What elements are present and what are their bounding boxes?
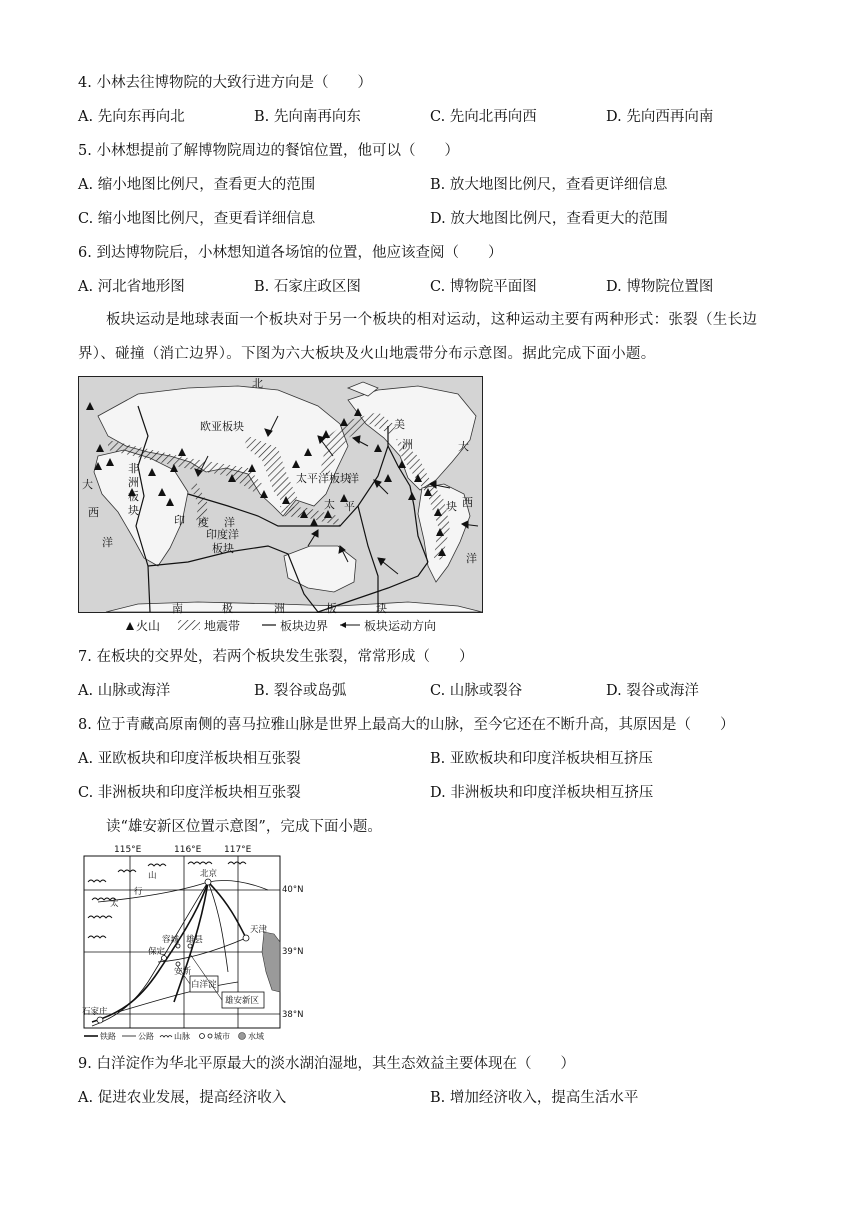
- lat-39: 39°N: [282, 947, 304, 957]
- box-xiongan: 雄安新区: [225, 996, 260, 1006]
- city-rongcheng: 容城: [162, 935, 180, 945]
- label-pacific-ocean-2: 平: [344, 500, 355, 513]
- mountain-label-tai: 太: [110, 899, 119, 909]
- label-african-2: 洲: [128, 476, 139, 489]
- label-antarctic-1: 南: [172, 602, 183, 615]
- label-indian-ocean-1: 印: [174, 514, 185, 527]
- q6-option-b: B. 石家庄政区图: [254, 279, 361, 295]
- city-baoding: 保定: [148, 947, 166, 957]
- lon-115: 115°E: [114, 845, 142, 855]
- legend-water: 水域: [248, 1032, 264, 1041]
- q8-option-d: D. 非洲板块和印度洋板块相互挤压: [430, 785, 654, 801]
- lat-38: 38°N: [282, 1010, 304, 1020]
- label-african-3: 板: [128, 490, 139, 503]
- label-antarctic-3: 洲: [274, 602, 285, 615]
- label-atlantic-left-2: 西: [88, 506, 99, 519]
- xiongan-map-figure: [78, 842, 310, 1042]
- q7-option-a: A. 山脉或海洋: [78, 683, 171, 699]
- q7-option-b: B. 裂谷或岛弧: [254, 683, 347, 699]
- legend-quake-icon: [178, 620, 200, 630]
- label-indian-plate-2: 板块: [212, 542, 234, 555]
- label-antarctic-5: 块: [376, 602, 387, 615]
- label-indian-plate-1: 印度洋: [206, 528, 239, 541]
- q4-option-b: B. 先向南再向东: [254, 109, 361, 125]
- label-eurasian-plate: 欧亚板块: [200, 420, 244, 433]
- city-shijiazhuang: 石家庄: [82, 1007, 108, 1017]
- q7-option-c: C. 山脉或裂谷: [430, 683, 523, 699]
- label-america-2: 洲: [402, 438, 413, 451]
- label-antarctic-2: 极: [222, 602, 233, 615]
- label-indian-ocean-3: 洋: [224, 516, 235, 529]
- xiongan-intro: 读“雄安新区位置示意图”，完成下面小题。: [106, 819, 382, 835]
- xiongan-legend: [84, 1031, 264, 1041]
- label-atlantic-right-2: 西: [462, 496, 473, 509]
- city-xiongxian: 雄县: [186, 935, 204, 945]
- plate-map-legend: [126, 618, 436, 633]
- xiongan-lon-labels: [114, 845, 252, 855]
- label-atlantic-right-1: 大: [458, 440, 469, 453]
- q8-option-c: C. 非洲板块和印度洋板块相互张裂: [78, 785, 301, 801]
- mountain-label-shan: 山: [148, 871, 157, 881]
- label-america-1: 美: [394, 418, 405, 431]
- q4-stem: 4. 小林去往博物院的大致行进方向是（ ）: [78, 75, 372, 91]
- mountain-label-hang: 行: [134, 887, 143, 897]
- q9-option-a: A. 促进农业发展，提高经济收入: [78, 1090, 287, 1106]
- q9-stem: 9. 白洋淀作为华北平原最大的淡水湖泊湿地，其生态效益主要体现在（ ）: [78, 1056, 575, 1072]
- legend-mountain: 山脉: [174, 1032, 190, 1041]
- label-atlantic-right-3: 洋: [466, 552, 477, 565]
- q4-option-d: D. 先向西再向南: [606, 109, 714, 125]
- legend-volcano-icon: [126, 622, 134, 630]
- q9-option-b: B. 增加经济收入，提高生活水平: [430, 1090, 639, 1106]
- city-anxin: 安新: [174, 967, 192, 977]
- q5-stem: 5. 小林想提前了解博物院周边的餐馆位置，他可以（ ）: [78, 143, 459, 159]
- lon-116: 116°E: [174, 845, 202, 855]
- label-north: 北: [252, 377, 263, 390]
- q4-option-a: A. 先向东再向北: [78, 109, 185, 125]
- q4-option-c: C. 先向北再向西: [430, 109, 537, 125]
- q6-option-d: D. 博物院位置图: [606, 279, 714, 295]
- label-african-1: 非: [128, 462, 139, 475]
- q8-option-a: A. 亚欧板块和印度洋板块相互张裂: [78, 751, 301, 767]
- label-antarctic-4: 板: [326, 602, 337, 615]
- q8-stem: 8. 位于青藏高原南侧的喜马拉雅山脉是世界上最高大的山脉，至今它还在不断升高，其原因是（ ）: [78, 717, 735, 733]
- label-pacific-ocean-3: 洋: [348, 472, 359, 485]
- plates-intro-text: 板块运动是地球表面一个板块对于另一个板块的相对运动，这种运动主要有两种形式：张裂（生长边界）、碰撞（消亡边界）。下图为六大板块及火山地震带分布示意图。据此完成下面小题。: [78, 312, 758, 362]
- city-tianjin: 天津: [250, 925, 268, 935]
- lat-40: 40°N: [282, 885, 304, 895]
- legend-motion: 板块运动方向: [364, 619, 437, 633]
- label-atlantic-left-3: 洋: [102, 536, 113, 549]
- q5-option-a: A. 缩小地图比例尺，查看更大的范围: [78, 177, 316, 193]
- lon-117: 117°E: [224, 845, 252, 855]
- legend-volcano: 火山: [136, 619, 161, 633]
- q7-option-d: D. 裂谷或海洋: [606, 683, 699, 699]
- legend-city: 城市: [214, 1032, 230, 1041]
- q6-option-a: A. 河北省地形图: [78, 279, 185, 295]
- plates-intro: [78, 303, 784, 371]
- q5-option-d: D. 放大地图比例尺，查看更大的范围: [430, 211, 668, 227]
- legend-boundary: 板块边界: [280, 619, 329, 633]
- label-plate-right: 块: [446, 500, 457, 513]
- q5-option-c: C. 缩小地图比例尺，查更看详细信息: [78, 211, 316, 227]
- plate-map-figure: [78, 376, 484, 638]
- label-atlantic-left-1: 大: [82, 478, 93, 491]
- q7-stem: 7. 在板块的交界处，若两个板块发生张裂，常常形成（ ）: [78, 649, 474, 665]
- legend-highway: 公路: [138, 1032, 154, 1041]
- q8-option-b: B. 亚欧板块和印度洋板块相互挤压: [430, 751, 653, 767]
- box-baiyangdian: 白洋淀: [191, 980, 217, 990]
- city-beijing: 北京: [200, 869, 218, 879]
- label-indian-ocean-2: 度: [198, 516, 209, 529]
- legend-quake-belt: 地震带: [204, 619, 241, 633]
- label-african-4: 块: [128, 504, 139, 517]
- q6-option-c: C. 博物院平面图: [430, 279, 537, 295]
- q5-option-b: B. 放大地图比例尺，查看更详细信息: [430, 177, 668, 193]
- legend-railway: 铁路: [100, 1032, 116, 1041]
- label-pacific-ocean-1: 太: [324, 498, 335, 511]
- label-pacific-plate: 太平洋板块: [296, 472, 351, 485]
- q6-stem: 6. 到达博物院后，小林想知道各场馆的位置，他应该查阅（ ）: [78, 245, 503, 261]
